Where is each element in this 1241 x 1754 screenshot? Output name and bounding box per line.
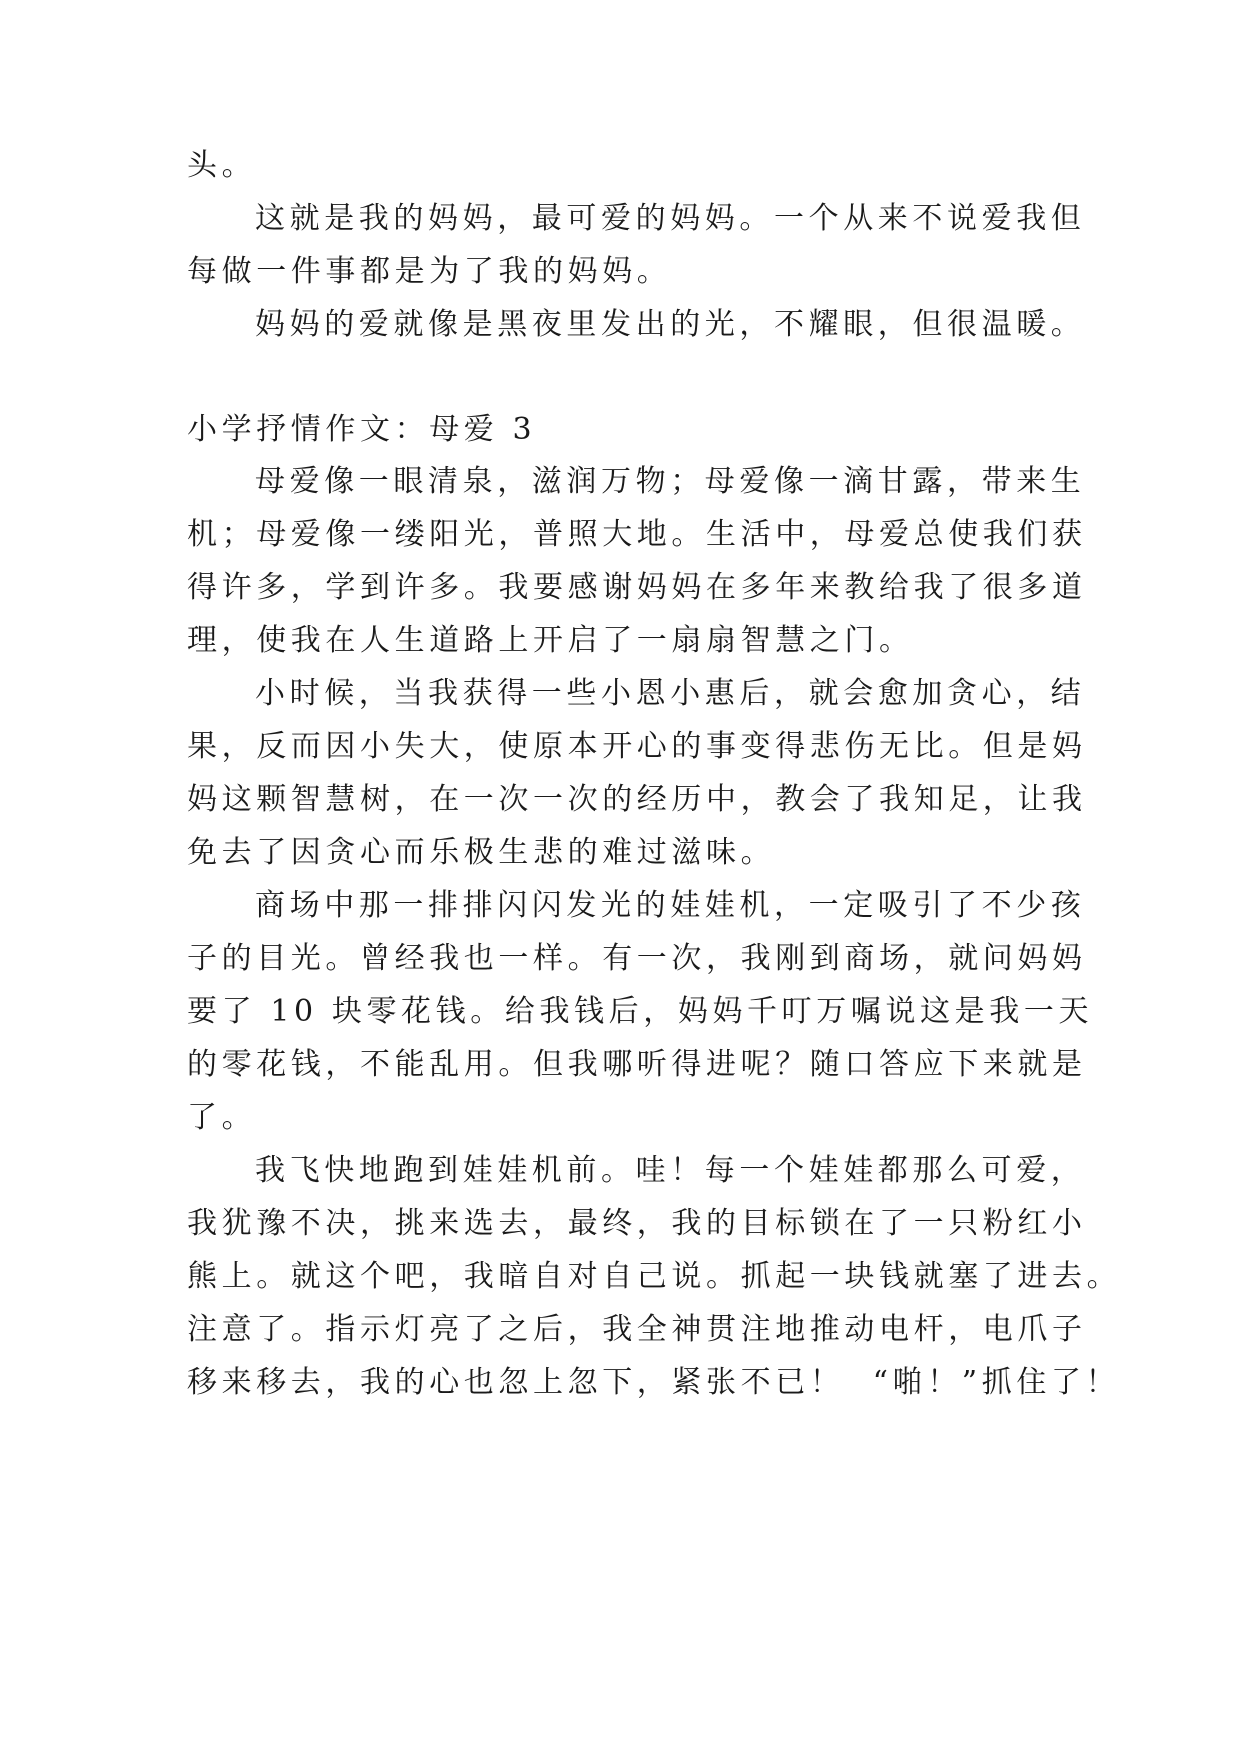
text-line: 妈这颗智慧树，在一次一次的经历中，教会了我知足，让我: [187, 782, 1087, 817]
paragraph-start-line: 母爱像一眼清泉，滋润万物；母爱像一滴甘露，带来生: [255, 464, 1086, 499]
text-line: 得许多，学到许多。我要感谢妈妈在多年来教给我了很多道: [187, 570, 1087, 605]
text-line: 我犹豫不决，挑来选去，最终，我的目标锁在了一只粉红小: [187, 1206, 1087, 1241]
text-line: 头。: [187, 148, 257, 183]
paragraph-start-line: 我飞快地跑到娃娃机前。哇！每一个娃娃都那么可爱，: [255, 1153, 1086, 1188]
text-line: 注意了。指示灯亮了之后，我全神贯注地推动电杆，电爪子: [187, 1312, 1087, 1347]
text-line: 子的目光。曾经我也一样。有一次，我刚到商场，就问妈妈: [187, 941, 1087, 976]
text-line: 每做一件事都是为了我的妈妈。: [187, 254, 672, 289]
text-line: 熊上。就这个吧，我暗自对自己说。抓起一块钱就塞了进去。: [187, 1259, 1122, 1294]
paragraph-start-line: 小时候，当我获得一些小恩小惠后，就会愈加贪心，结: [255, 676, 1086, 711]
text-line: 果，反而因小失大，使原本开心的事变得悲伤无比。但是妈: [187, 729, 1087, 764]
paragraph-start-line: 妈妈的爱就像是黑夜里发出的光，不耀眼，但很温暖。: [255, 307, 1086, 342]
text-line: 要了 10 块零花钱。给我钱后，妈妈千叮万嘱说这是我一天: [187, 994, 1094, 1029]
text-line: 理，使我在人生道路上开启了一扇扇智慧之门。: [187, 623, 914, 658]
text-line: 的零花钱，不能乱用。但我哪听得进呢？随口答应下来就是: [187, 1047, 1087, 1082]
section-heading: 小学抒情作文：母爱 3: [187, 412, 537, 447]
paragraph-start-line: 这就是我的妈妈，最可爱的妈妈。一个从来不说爱我但: [255, 201, 1086, 236]
text-line: 免去了因贪心而乐极生悲的难过滋味。: [187, 835, 776, 870]
paragraph-start-line: 商场中那一排排闪闪发光的娃娃机，一定吸引了不少孩: [255, 888, 1086, 923]
text-line: 了。: [187, 1100, 257, 1135]
text-line: 移来移去，我的心也忽上忽下，紧张不已！ “啪！”抓住了！: [187, 1365, 1121, 1400]
text-line: 机；母爱像一缕阳光，普照大地。生活中，母爱总使我们获: [187, 517, 1087, 552]
